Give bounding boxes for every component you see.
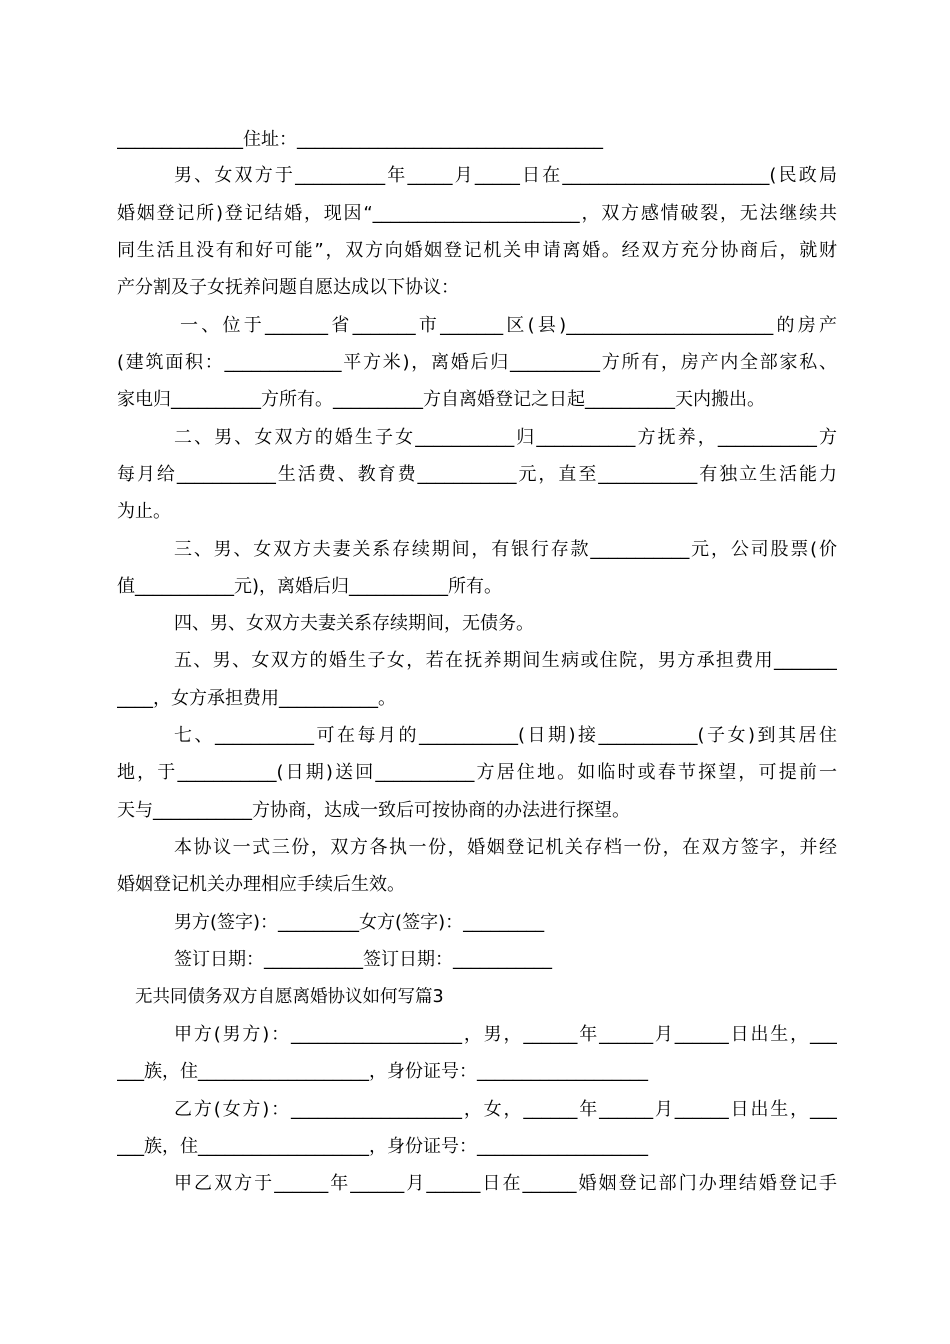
clause-3-line: 三、男、女双方夫妻关系存续期间，有银行存款___________元，公司股票(价 (174, 539, 837, 560)
paragraph-line: 产分割及子女抚养问题自愿达成以下协议： (117, 277, 459, 298)
clause-5-line: 五、男、女双方的婚生子女，若在抚养期间生病或住院，男方承担费用_______ (174, 650, 837, 671)
party-a-line: ___族，住___________________，身份证号：___________________ (117, 1061, 648, 1082)
paragraph-line: 男、女双方于__________年_____月_____日在_______________________(民政局 (174, 165, 837, 186)
clause-7-line: 天与___________方协商，达成一致后可按协商的办法进行探望。 (117, 800, 630, 821)
clause-7-line: 七、___________可在每月的___________(日期)接___________(子女)到其居住 (174, 725, 837, 746)
paragraph-line: 甲乙双方于______年______月______日在______婚姻登记部门办理结婚登记手 (174, 1173, 837, 1194)
section-heading: 无共同债务双方自愿离婚协议如何写篇3 (135, 987, 444, 1007)
paragraph-line: 婚姻登记所)登记结婚，现因“_______________________，双方感情破裂，无法继续共 (117, 203, 837, 224)
party-b-line: 乙方(女方)：___________________，女，______年______月______日出生，___ (174, 1099, 837, 1120)
closing-line: 婚姻登记机关办理相应手续后生效。 (117, 874, 405, 895)
clause-2-line: 为止。 (117, 501, 171, 522)
clause-4-line: 四、男、女双方夫妻关系存续期间，无债务。 (174, 613, 534, 634)
clause-3-line: 值___________元)，离婚后归___________所有。 (117, 576, 503, 597)
clause-1-line: 一、位于_______省_______市_______区(县)_______________________的房产 (180, 315, 837, 336)
clause-1-line: (建筑面积：_____________平方米)，离婚后归__________方所有，房产内全部家私、 (117, 352, 837, 373)
signature-line: 男方(签字)：_________女方(签字)：_________ (174, 912, 545, 933)
clause-5-line: ____，女方承担费用___________。 (117, 688, 396, 709)
closing-line: 本协议一式三份，双方各执一份，婚姻登记机关存档一份，在双方签字，并经 (174, 837, 837, 858)
clause-7-line: 地，于___________(日期)送回___________方居住地。如临时或春节探望，可提前一 (117, 762, 837, 783)
sign-date-line: 签订日期：___________签订日期：___________ (174, 949, 552, 970)
clause-2-line: 每月给___________生活费、教育费___________元，直至___________有独立生活能力 (117, 464, 837, 485)
clause-2-line: 二、男、女双方的婚生子女___________归___________方抚养，___________方 (174, 427, 837, 448)
address-line: ______________住址：__________________________________ (117, 129, 603, 150)
paragraph-line: 同生活且没有和好可能”，双方向婚姻登记机关申请离婚。经双方充分协商后，就财 (117, 240, 837, 261)
clause-1-line: 家电归__________方所有。__________方自离婚登记之日起__________天内搬出。 (117, 389, 765, 410)
party-a-line: 甲方(男方)：___________________，男，______年______月______日出生，___ (174, 1024, 837, 1045)
party-b-line: ___族，住___________________，身份证号：___________________ (117, 1136, 648, 1157)
